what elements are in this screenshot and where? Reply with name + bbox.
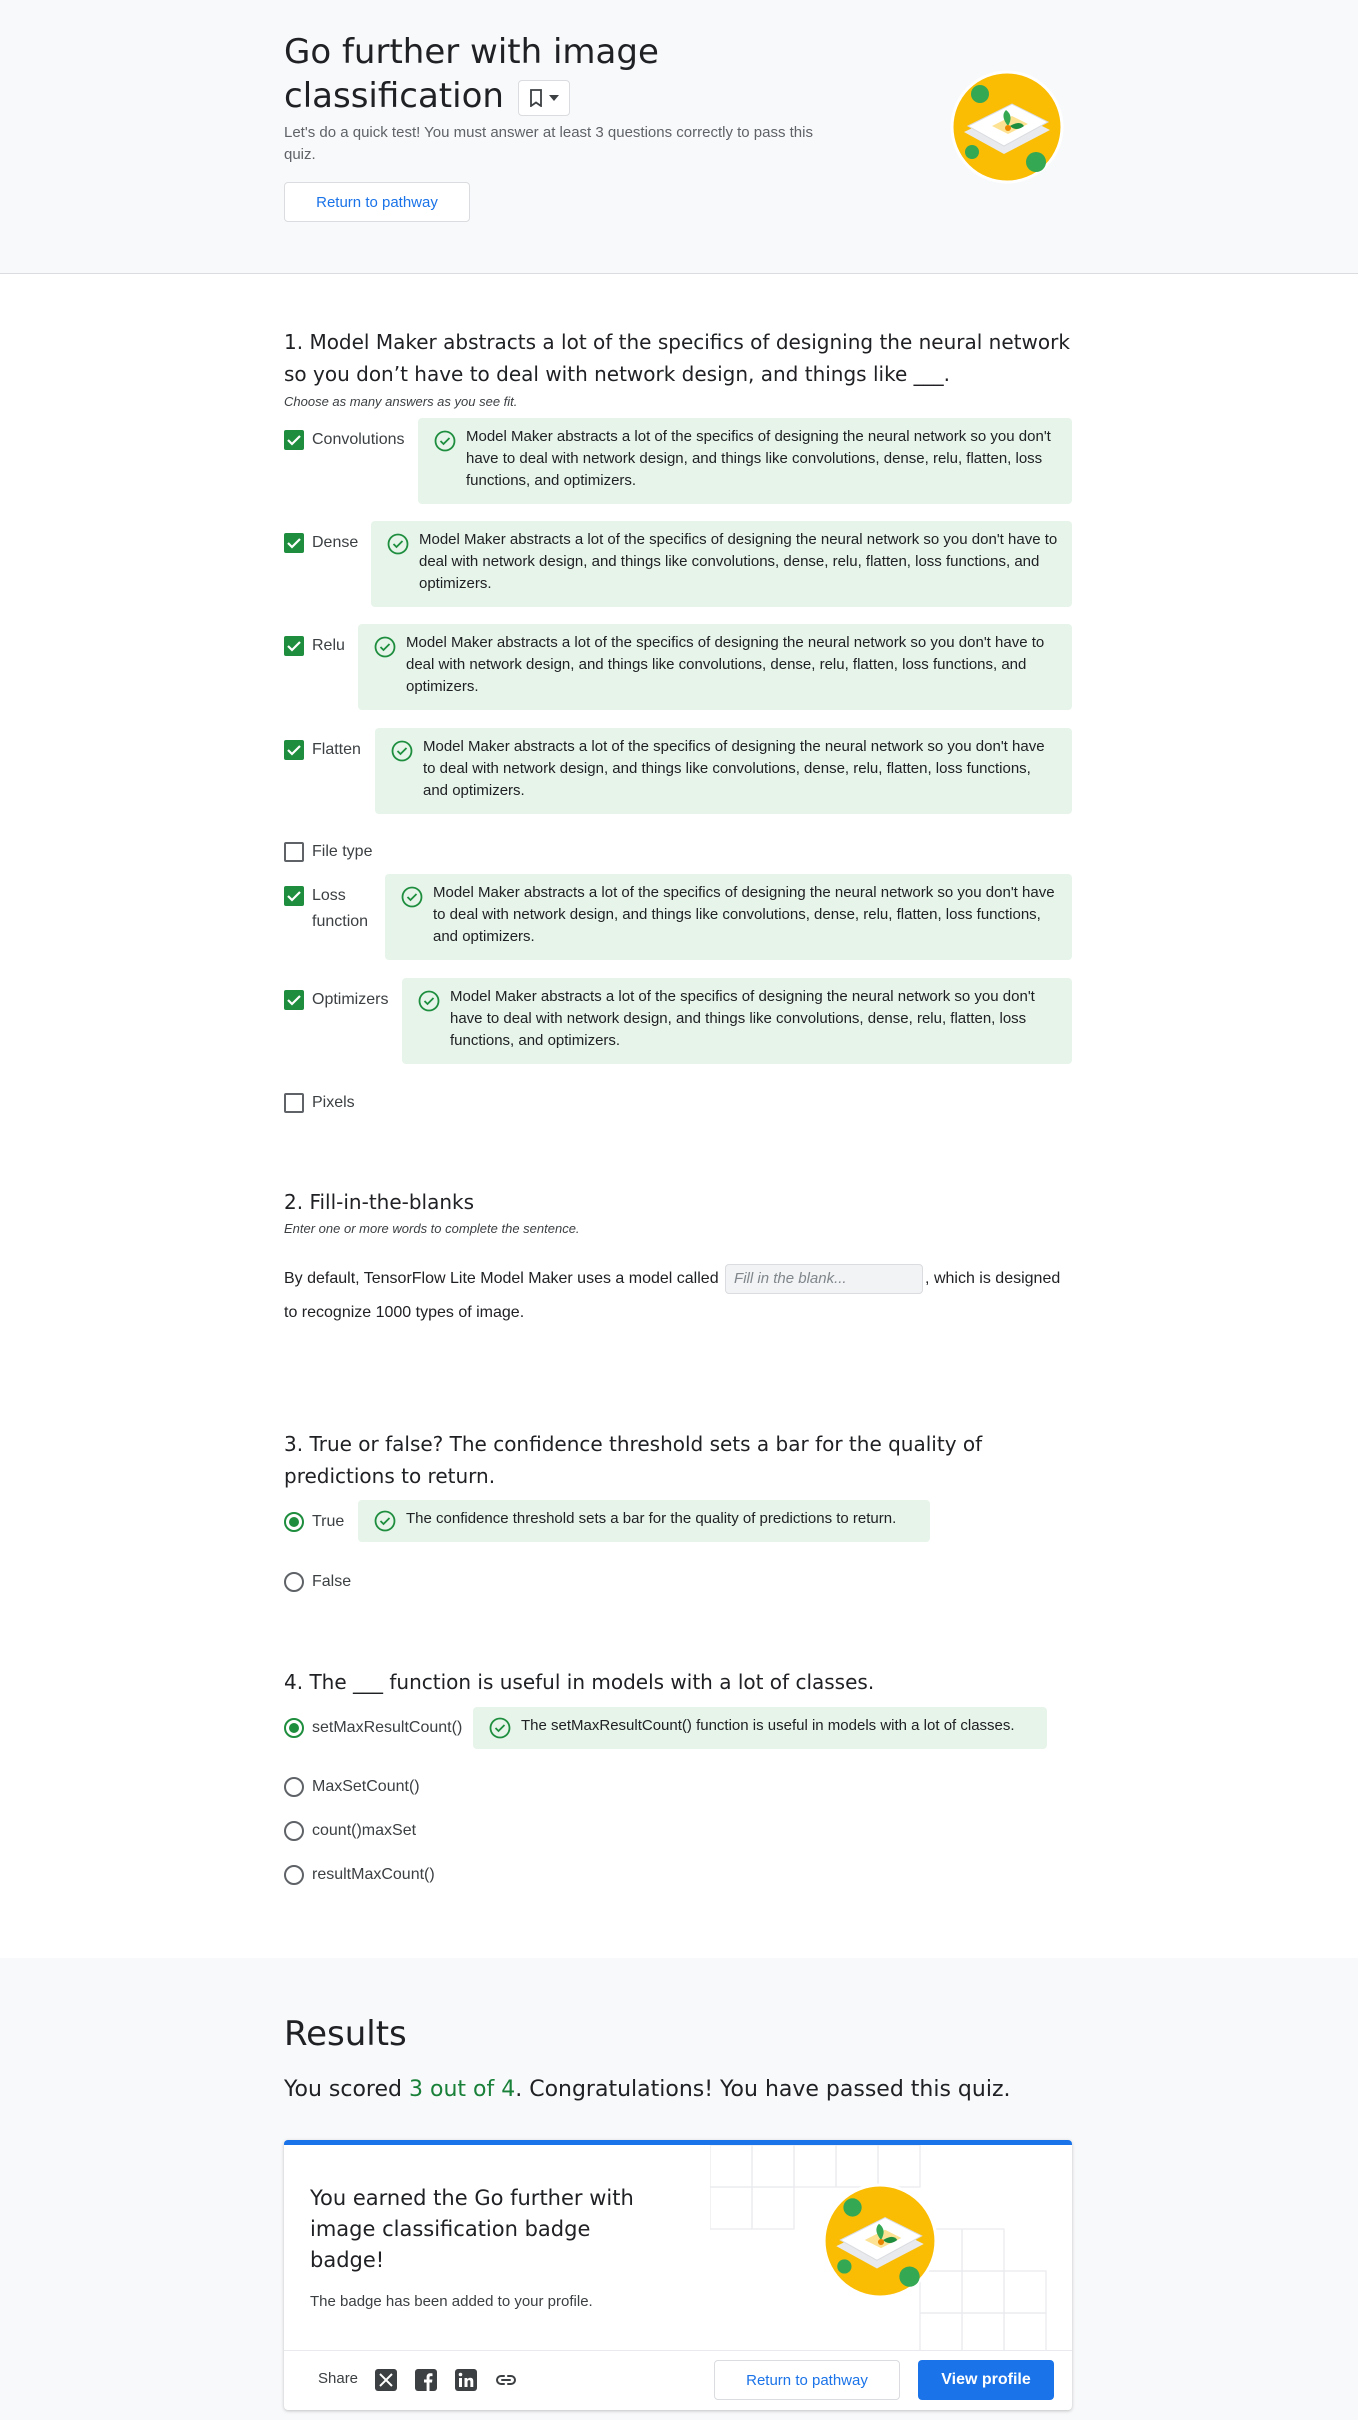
option-label: Flatten (312, 741, 361, 758)
score-prefix: You scored (284, 2077, 409, 2102)
option-feedback (473, 1707, 1047, 1749)
checkbox-checked[interactable] (284, 886, 304, 906)
checkbox-checked[interactable] (284, 990, 304, 1010)
quiz-intro: Let's do a quick test! You must answer at least 3 questions correctly to pass this quiz. (284, 124, 813, 163)
option-label: Dense (312, 534, 359, 551)
check-circle-icon (434, 430, 456, 452)
check-circle-icon (489, 1717, 511, 1739)
radio-selected[interactable] (284, 1718, 304, 1738)
badge-card (284, 2140, 1072, 2410)
card-footer (284, 2350, 1072, 2410)
badge-earned-text (310, 2183, 640, 2276)
option-label: Loss function (312, 887, 369, 930)
feedback-text: Model Maker abstracts a lot of the specifics of designing the neural network so you don't have to deal with network design, and things like convolutions, dense, relu, flatten, loss functions, and optimizers. (419, 531, 1058, 592)
radio-unselected[interactable] (284, 1821, 304, 1841)
checkbox-unchecked[interactable] (284, 1093, 304, 1113)
badge-added-text: The badge has been added to your profile. (310, 2293, 593, 2310)
fill-in-blank-sentence (284, 1262, 1074, 1330)
option-label: Convolutions (312, 431, 405, 448)
checkbox-unchecked[interactable] (284, 842, 304, 862)
option-feedback (375, 728, 1072, 814)
check-circle-icon (374, 1510, 396, 1532)
option-label: count()maxSet (312, 1822, 417, 1839)
checkbox-checked[interactable] (284, 430, 304, 450)
option-label: False (312, 1573, 352, 1590)
option-label: resultMaxCount() (312, 1866, 435, 1883)
check-circle-icon (418, 990, 440, 1012)
option-label: Pixels (312, 1094, 355, 1111)
share-label: Share (318, 2370, 359, 2387)
radio-selected[interactable] (284, 1512, 304, 1532)
earned-prefix: You earned the (310, 2186, 475, 2210)
question-1-title: 1. Model Maker abstracts a lot of the specifics of designing the neural network so you don’t have to deal with network design, and things like ___. (284, 330, 1070, 386)
checkbox-checked[interactable] (284, 740, 304, 760)
score-suffix: . Congratulations! You have passed this quiz. (515, 2077, 1011, 2102)
feedback-text: Model Maker abstracts a lot of the specifics of designing the neural network so you don't have to deal with network design, and things like convolutions, dense, relu, flatten, loss functions, and optimizers. (423, 738, 1045, 799)
earned-badge-name: Go further with image classification badge (310, 2186, 634, 2241)
question-2-title: 2. Fill-in-the-blanks (284, 1190, 475, 1214)
view-profile-button[interactable]: View profile (918, 2360, 1054, 2400)
checkbox-checked[interactable] (284, 533, 304, 553)
check-circle-icon (387, 533, 409, 555)
feedback-text: The confidence threshold sets a bar for the quality of predictions to return. (406, 1510, 897, 1527)
feedback-text: Model Maker abstracts a lot of the specifics of designing the neural network so you don't have to deal with network design, and things like convolutions, dense, relu, flatten, loss functions, and optimizers. (433, 884, 1055, 945)
link-icon[interactable] (494, 2368, 518, 2392)
radio-unselected[interactable] (284, 1572, 304, 1592)
question-1-hint: Choose as many answers as you see fit. (284, 394, 518, 409)
option-label: Relu (312, 637, 345, 654)
badge-image (950, 70, 1064, 184)
fill-in-blank-input[interactable] (725, 1264, 923, 1294)
option-feedback (385, 874, 1072, 960)
radio-unselected[interactable] (284, 1777, 304, 1797)
linkedin-icon[interactable] (454, 2368, 478, 2392)
chevron-down-icon (549, 95, 559, 101)
bookmark-icon (529, 89, 543, 107)
option-feedback (371, 521, 1072, 607)
option-label: setMaxResultCount() (312, 1719, 463, 1736)
sentence-before: By default, TensorFlow Lite Model Maker uses a model called (284, 1270, 719, 1287)
facebook-icon[interactable] (414, 2368, 438, 2392)
feedback-text: Model Maker abstracts a lot of the specifics of designing the neural network so you don't have to deal with network design, and things like convolutions, dense, relu, flatten, loss functions, and optimizers. (406, 634, 1045, 695)
question-4-title: 4. The ___ function is useful in models with a lot of classes. (284, 1670, 875, 1694)
score-text (284, 2074, 1011, 2106)
check-circle-icon (401, 886, 423, 908)
radio-unselected[interactable] (284, 1865, 304, 1885)
sentence-after: , which is designed to recognize 1000 types of image. (284, 1270, 1061, 1321)
option-feedback (418, 418, 1072, 504)
checkbox-checked[interactable] (284, 636, 304, 656)
feedback-text: The setMaxResultCount() function is useful in models with a lot of classes. (521, 1717, 1015, 1734)
score-value: 3 out of 4 (409, 2077, 516, 2102)
option-label: Optimizers (312, 991, 389, 1008)
x-logo-icon[interactable] (374, 2368, 398, 2392)
return-to-pathway-button[interactable]: Return to pathway (284, 182, 470, 222)
results-section (0, 1958, 1358, 2420)
option-feedback (358, 1500, 930, 1542)
feedback-text: Model Maker abstracts a lot of the specifics of designing the neural network so you don't have to deal with network design, and things like convolutions, dense, relu, flatten, loss functions, and optimizers. (450, 988, 1035, 1049)
return-to-pathway-button[interactable]: Return to pathway (714, 2360, 900, 2400)
results-title: Results (284, 2014, 407, 2054)
question-3-title: 3. True or false? The confidence threshold sets a bar for the quality of predictions to return. (284, 1432, 983, 1488)
badge-image (822, 2183, 938, 2299)
check-circle-icon (374, 636, 396, 658)
option-feedback (358, 624, 1072, 710)
quiz-header (0, 0, 1358, 274)
option-label: True (312, 1513, 345, 1530)
question-2-hint: Enter one or more words to complete the sentence. (284, 1221, 580, 1236)
page-title: Go further with image classification (284, 32, 659, 116)
earned-suffix: badge! (310, 2248, 385, 2272)
option-feedback (402, 978, 1072, 1064)
bookmark-button[interactable] (518, 80, 570, 116)
option-label: File type (312, 843, 373, 860)
option-label: MaxSetCount() (312, 1778, 420, 1795)
feedback-text: Model Maker abstracts a lot of the specifics of designing the neural network so you don't have to deal with network design, and things like convolutions, dense, relu, flatten, loss functions, and optimizers. (466, 428, 1051, 489)
check-circle-icon (391, 740, 413, 762)
